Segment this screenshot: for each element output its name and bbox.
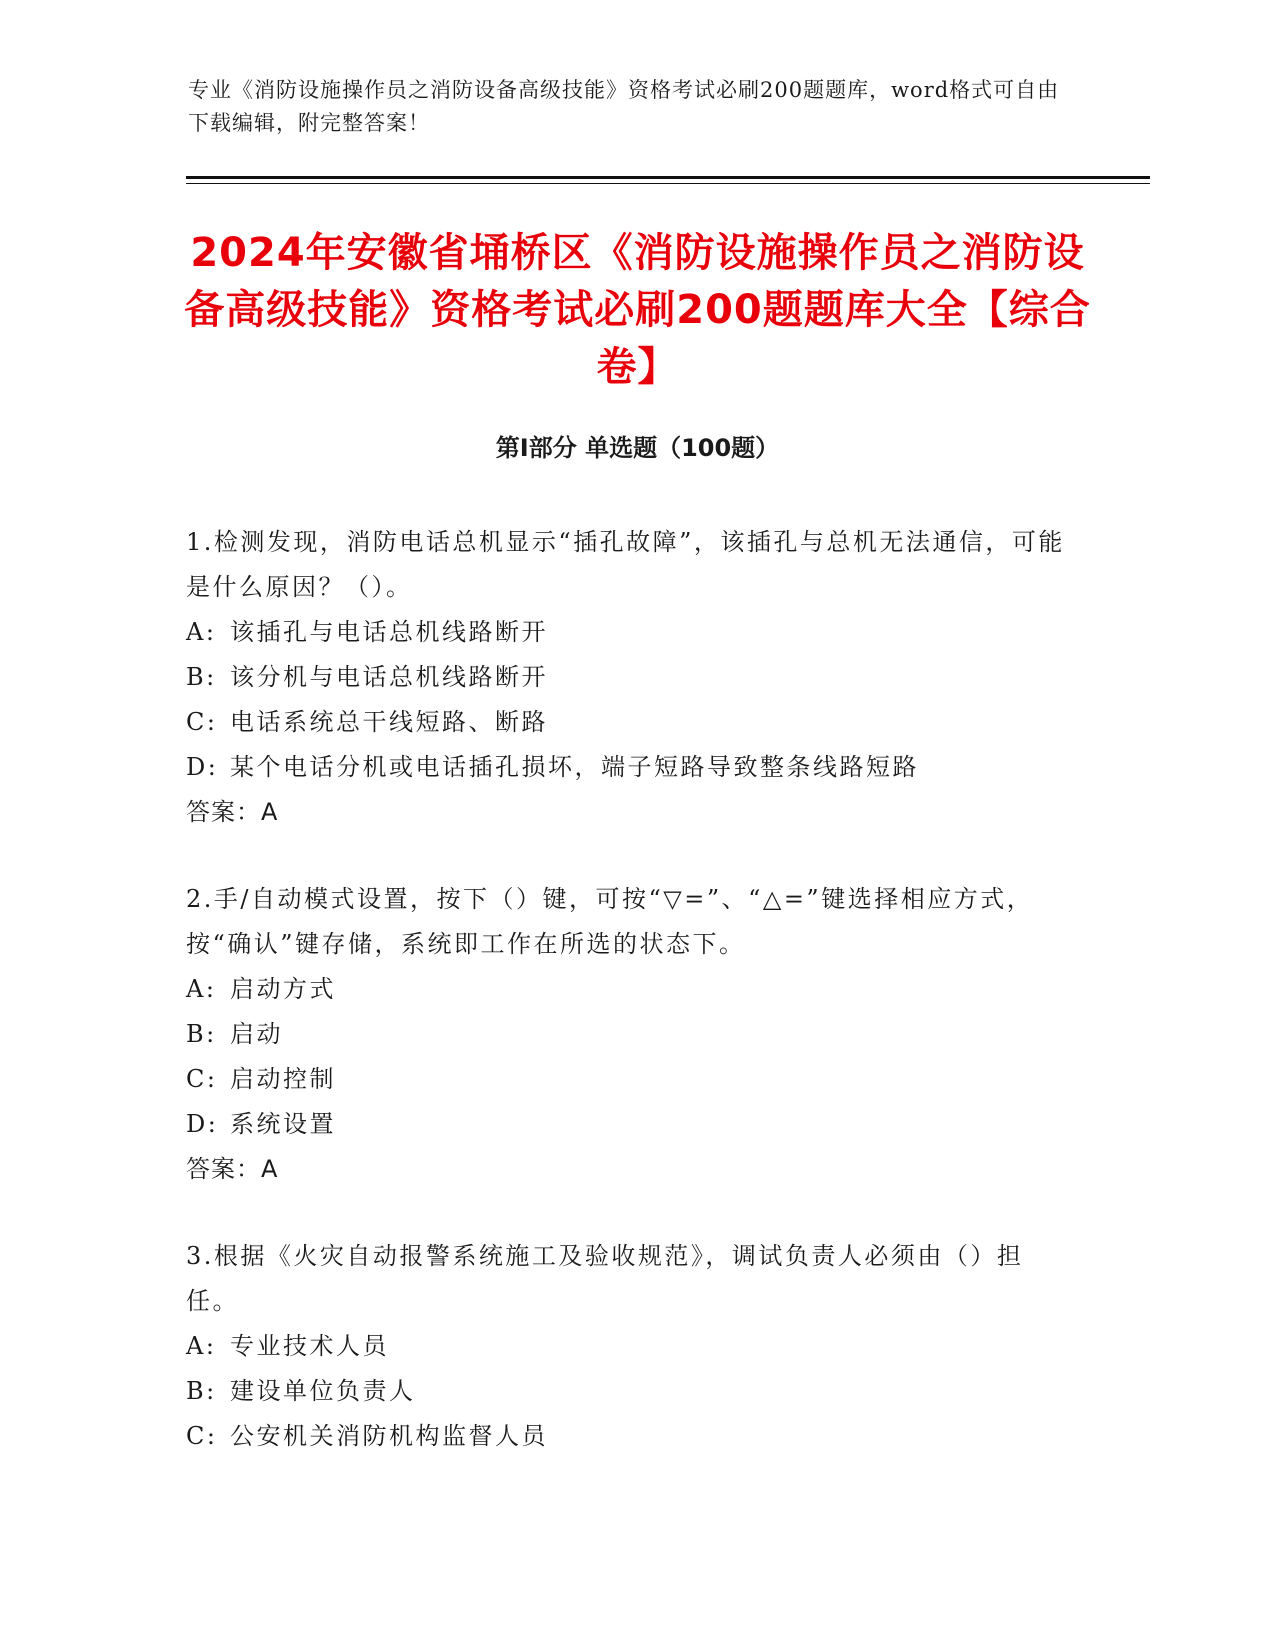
option-text: 公安机关消防机构监督人员 <box>230 1422 548 1450</box>
option-text: 启动方式 <box>230 975 336 1003</box>
option-d <box>186 745 1066 790</box>
option-text: 电话系统总干线短路、断路 <box>230 708 548 736</box>
option-letter: D: <box>186 753 219 781</box>
option-letter: B: <box>186 663 217 691</box>
document-title: 2024年安徽省埇桥区《消防设施操作员之消防设备高级技能》资格考试必刷200题题库大全【综合卷】 <box>184 230 1091 390</box>
option-c <box>186 1057 1066 1102</box>
header-rule-thin <box>186 183 1150 184</box>
option-letter: D: <box>186 1110 219 1138</box>
option-a <box>186 1324 1066 1369</box>
option-letter: A: <box>186 618 217 646</box>
section-heading: 第Ⅰ部分 单选题（100题） <box>495 434 780 462</box>
option-c <box>186 1414 1066 1459</box>
option-text: 该插孔与电话总机线路断开 <box>230 618 548 646</box>
option-text: 专业技术人员 <box>230 1332 389 1360</box>
option-b <box>186 1012 1066 1057</box>
option-text: 该分机与电话总机线路断开 <box>230 663 548 691</box>
option-letter: B: <box>186 1377 217 1405</box>
option-letter: C: <box>186 708 218 736</box>
option-b <box>186 655 1066 700</box>
question-stem: 1.检测发现，消防电话总机显示“插孔故障”，该插孔与总机无法通信，可能是什么原因？（）。 <box>186 528 1065 601</box>
option-text: 启动 <box>230 1020 283 1048</box>
option-text: 某个电话分机或电话插孔损坏，端子短路导致整条线路短路 <box>230 753 919 781</box>
answer-line <box>186 790 1066 835</box>
question-1 <box>186 520 1066 835</box>
answer-line <box>186 1147 1066 1192</box>
question-stem: 3.根据《火灾自动报警系统施工及验收规范》，调试负责人必须由（）担任。 <box>186 1242 1024 1315</box>
answer-label: 答案： <box>186 798 261 826</box>
option-letter: C: <box>186 1422 218 1450</box>
question-3 <box>186 1234 1066 1459</box>
answer-label: 答案： <box>186 1155 261 1183</box>
answer-value: A <box>261 1155 278 1183</box>
question-list <box>186 520 1066 1501</box>
option-text: 建设单位负责人 <box>230 1377 416 1405</box>
option-c <box>186 700 1066 745</box>
header-note: 专业《消防设施操作员之消防设备高级技能》资格考试必刷200题题库，word格式可自由下载编辑，附完整答案！ <box>188 78 1060 135</box>
option-d <box>186 1102 1066 1147</box>
option-b <box>186 1369 1066 1414</box>
option-text: 启动控制 <box>230 1065 336 1093</box>
option-letter: C: <box>186 1065 218 1093</box>
option-letter: A: <box>186 1332 217 1360</box>
answer-value: A <box>261 798 278 826</box>
header-rule-thick <box>186 176 1150 179</box>
question-stem: 2.手/自动模式设置，按下（）键，可按“▽=”、“△=”键选择相应方式，按“确认”键存储，系统即工作在所选的状态下。 <box>186 885 1034 958</box>
option-text: 系统设置 <box>230 1110 336 1138</box>
option-letter: A: <box>186 975 217 1003</box>
question-2 <box>186 877 1066 1192</box>
option-a <box>186 610 1066 655</box>
option-letter: B: <box>186 1020 217 1048</box>
option-a <box>186 967 1066 1012</box>
